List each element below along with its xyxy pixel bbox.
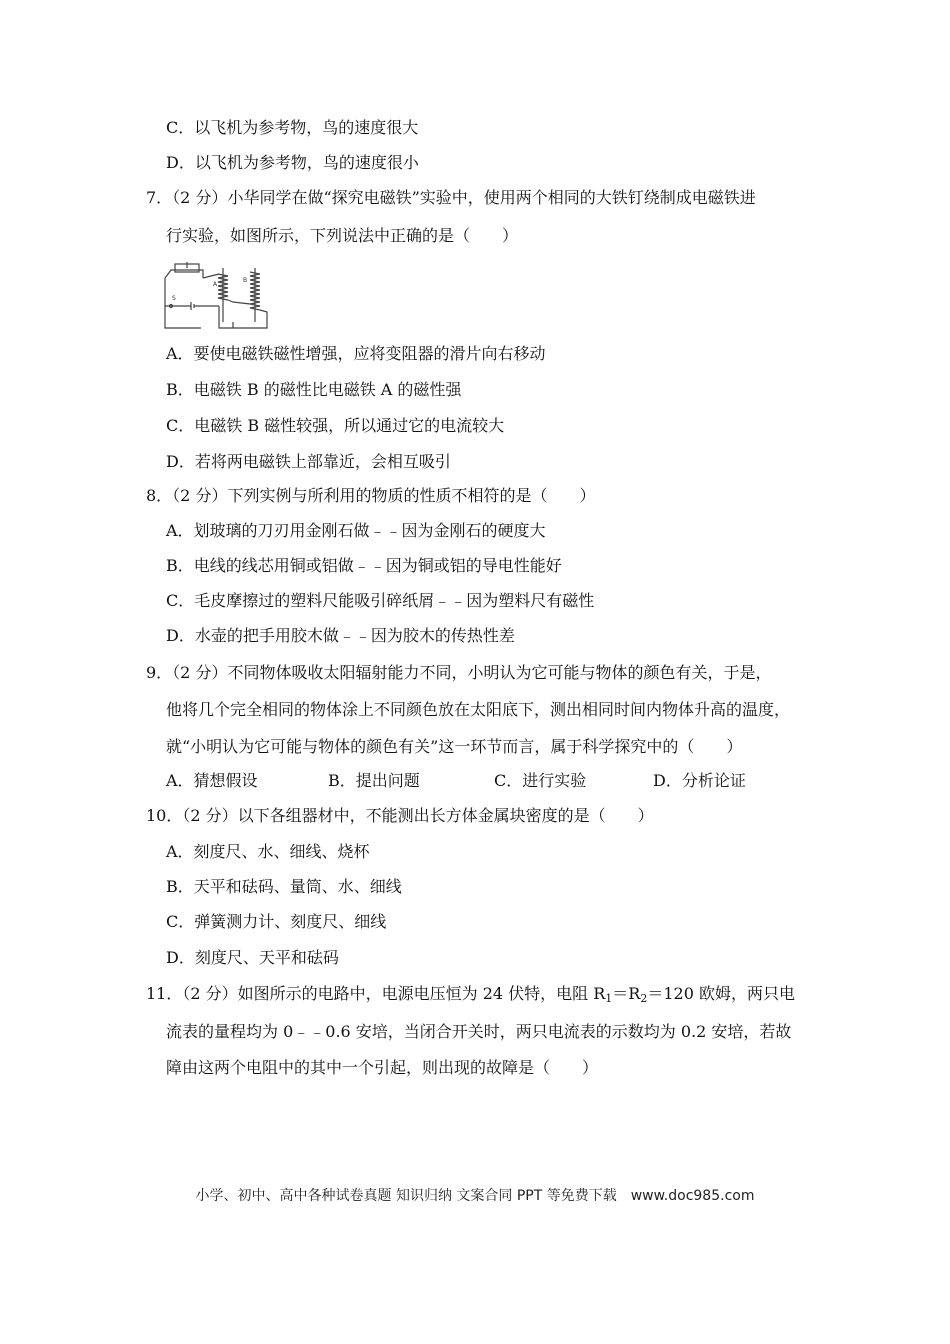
- q9-stem-line1: 9．（2 分）不同物体吸收太阳辐射能力不同，小明认为它可能与物体的颜色有关，于是，: [146, 663, 772, 682]
- q9-option-a: A．猜想假设: [166, 771, 258, 790]
- q11-stem-part2: ＝R: [612, 984, 641, 1003]
- circuit-wire-top: [165, 270, 203, 278]
- q7-option-b: B．电磁铁 B 的磁性比电磁铁 A 的磁性强: [166, 380, 462, 399]
- q9-option-c: C．进行实验: [494, 771, 587, 790]
- q10-option-d: D．刻度尺、天平和砝码: [166, 948, 339, 967]
- q10-option-a: A．刻度尺、水、细线、烧杯: [166, 842, 370, 861]
- q11-subscript-2: 2: [640, 992, 648, 1005]
- q8-option-c: C．毛皮摩擦过的塑料尺能吸引碎纸屑﹣﹣因为塑料尺有磁性: [166, 591, 595, 610]
- q6-option-c: C．以飞机为参考物，鸟的速度很大: [166, 118, 419, 137]
- q9-option-b: B．提出问题: [328, 771, 420, 790]
- q11-stem-part3: ＝120 欧姆，两只电: [647, 984, 795, 1003]
- page-footer: 小学、初中、高中各种试卷真题 知识归纳 文案合同 PPT 等免费下载 www.doc985.com: [195, 1188, 755, 1204]
- q10-option-c: C．弹簧测力计、刻度尺、细线: [166, 912, 387, 931]
- q11-stem-line2: 流表的量程均为 0﹣﹣0.6 安培，当闭合开关时，两只电流表的示数均为 0.2 安培，若故: [166, 1022, 792, 1041]
- q9-option-d: D．分析论证: [653, 771, 746, 790]
- q10-option-b: B．天平和砝码、量筒、水、细线: [166, 877, 402, 896]
- figure-label-s: S: [172, 295, 176, 302]
- q9-stem-line2: 他将几个完全相同的物体涂上不同颜色放在太阳底下，测出相同时间内物体升高的温度，: [166, 700, 791, 719]
- electromagnet-circuit-figure: [163, 262, 278, 332]
- q11-stem-line1: [146, 984, 795, 1009]
- q8-stem: 8．（2 分）下列实例与所利用的物质的性质不相符的是（ ）: [146, 486, 596, 505]
- q7-option-d: D．若将两电磁铁上部靠近，会相互吸引: [166, 452, 451, 471]
- q11-stem-line3: 障由这两个电阻中的其中一个引起，则出现的故障是（ ）: [166, 1058, 599, 1077]
- q8-option-b: B．电线的线芯用铜或铝做﹣﹣因为铜或铝的导电性能好: [166, 556, 562, 575]
- q8-option-d: D．水壶的把手用胶木做﹣﹣因为胶木的传热性差: [166, 626, 515, 645]
- q9-options-row: [166, 771, 786, 791]
- figure-label-a: A: [213, 281, 218, 288]
- q7-option-a: A．要使电磁铁磁性增强，应将变阻器的滑片向右移动: [166, 344, 546, 363]
- q10-stem: 10．（2 分）以下各组器材中，不能测出长方体金属块密度的是（ ）: [146, 806, 654, 825]
- q8-option-a: A．划玻璃的刀刃用金刚石做﹣﹣因为金刚石的硬度大: [166, 521, 546, 540]
- q6-option-d: D．以飞机为参考物，鸟的速度很小: [166, 153, 419, 172]
- q7-stem-line2: 行实验，如图所示，下列说法中正确的是（ ）: [166, 226, 519, 245]
- q9-stem-line3: 就“小明认为它可能与物体的颜色有关”这一环节而言，属于科学探究中的（ ）: [166, 737, 743, 756]
- circuit-wire-left: [165, 278, 201, 328]
- q7-stem-line1: 7．（2 分）小华同学在做“探究电磁铁”实验中，使用两个相同的大铁钉绕制成电磁铁进: [146, 188, 756, 207]
- q11-subscript-1: 1: [605, 992, 613, 1005]
- q11-stem-part1: 11．（2 分）如图所示的电路中，电源电压恒为 24 伏特，电阻 R: [146, 984, 606, 1003]
- figure-label-b: B: [243, 277, 248, 284]
- q7-option-c: C．电磁铁 B 磁性较强，所以通过它的电流较大: [166, 416, 505, 435]
